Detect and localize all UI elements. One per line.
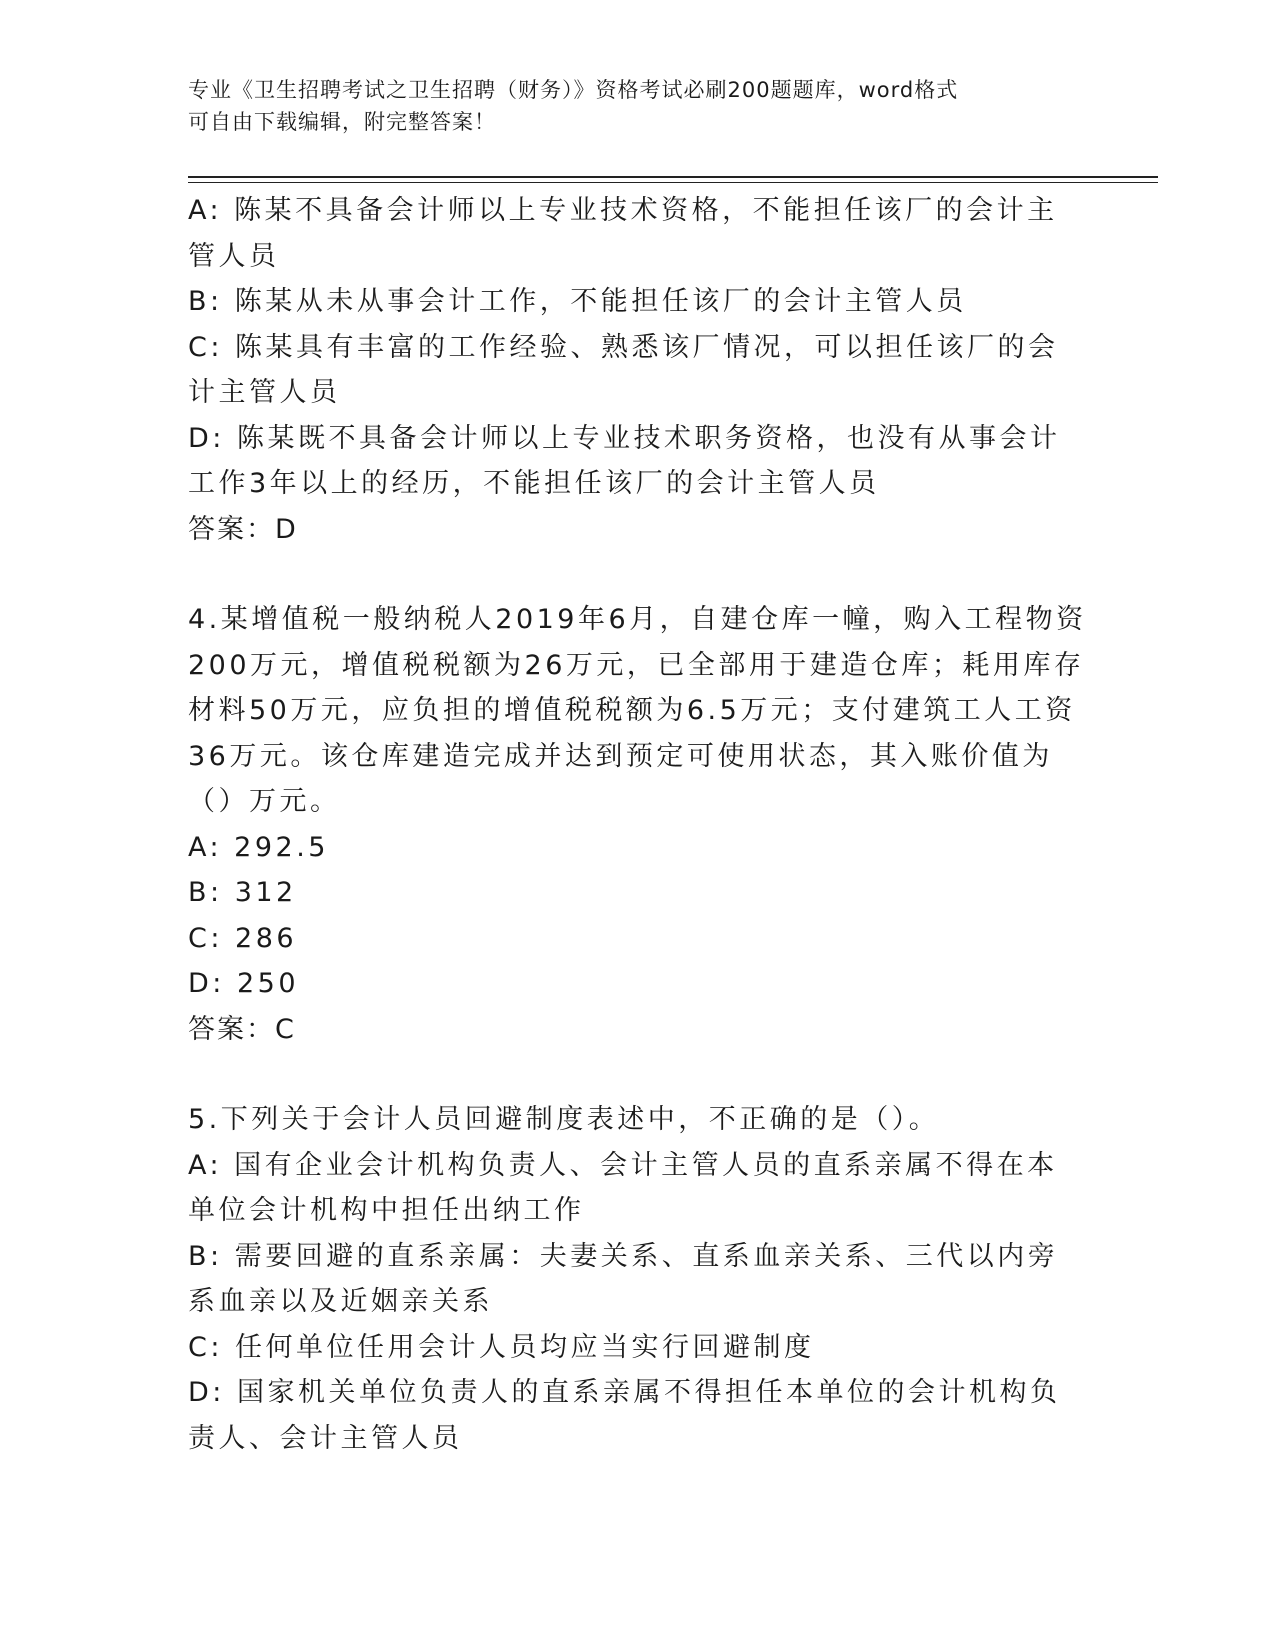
document-header: [188, 74, 1068, 138]
q4-option-d: D: 250: [188, 968, 300, 999]
q5-option-d: D: 国家机关单位负责人的直系亲属不得担任本单位的会计机构负责人、会计主管人员: [188, 1377, 1061, 1454]
header-line-2: 可自由下载编辑，附完整答案！: [188, 110, 496, 134]
question-4: [188, 597, 1088, 1052]
q4-stem: 4.某增值税一般纳税人2019年6月，自建仓库一幢，购入工程物资200万元，增值税税额为26万元，已全部用于建造仓库；耗用库存材料50万元，应负担的增值税税额为6.5万元；支付建筑工人工资36万元。该仓库建造完成并达到预定可使用状态，其入账价值为（）万元。: [188, 604, 1087, 817]
q4-option-b: B: 312: [188, 877, 297, 908]
q5-option-c: C: 任何单位任用会计人员均应当实行回避制度: [188, 1331, 815, 1363]
q5-option-a: A: 国有企业会计机构负责人、会计主管人员的直系亲属不得在本单位会计机构中担任出纳工作: [188, 1149, 1058, 1226]
q4-answer: 答案：C: [188, 1013, 296, 1045]
q3-option-a: A: 陈某不具备会计师以上专业技术资格，不能担任该厂的会计主管人员: [188, 195, 1058, 272]
q5-option-b: B: 需要回避的直系亲属：夫妻关系、直系血亲关系、三代以内旁系血亲以及近姻亲关系: [188, 1240, 1059, 1317]
q4-option-c: C: 286: [188, 922, 298, 954]
q4-option-a: A: 292.5: [188, 831, 329, 863]
q3-answer: 答案：D: [188, 513, 298, 545]
question-3: [188, 188, 1088, 552]
q3-option-c: C: 陈某具有丰富的工作经验、熟悉该厂情况，可以担任该厂的会计主管人员: [188, 331, 1059, 408]
q3-option-b: B: 陈某从未从事会计工作，不能担任该厂的会计主管人员: [188, 286, 967, 317]
q3-option-d: D: 陈某既不具备会计师以上专业技术职务资格，也没有从事会计工作3年以上的经历，不能担任该厂的会计主管人员: [188, 422, 1061, 499]
header-divider-thick: [188, 176, 1158, 178]
question-content: [188, 188, 1088, 1461]
header-line-1: 专业《卫生招聘考试之卫生招聘（财务）》资格考试必刷200题题库，word格式: [188, 78, 959, 102]
question-5: [188, 1097, 1088, 1461]
q5-stem: 5.下列关于会计人员回避制度表述中，不正确的是（）。: [188, 1104, 940, 1135]
header-divider-thin: [188, 182, 1158, 183]
